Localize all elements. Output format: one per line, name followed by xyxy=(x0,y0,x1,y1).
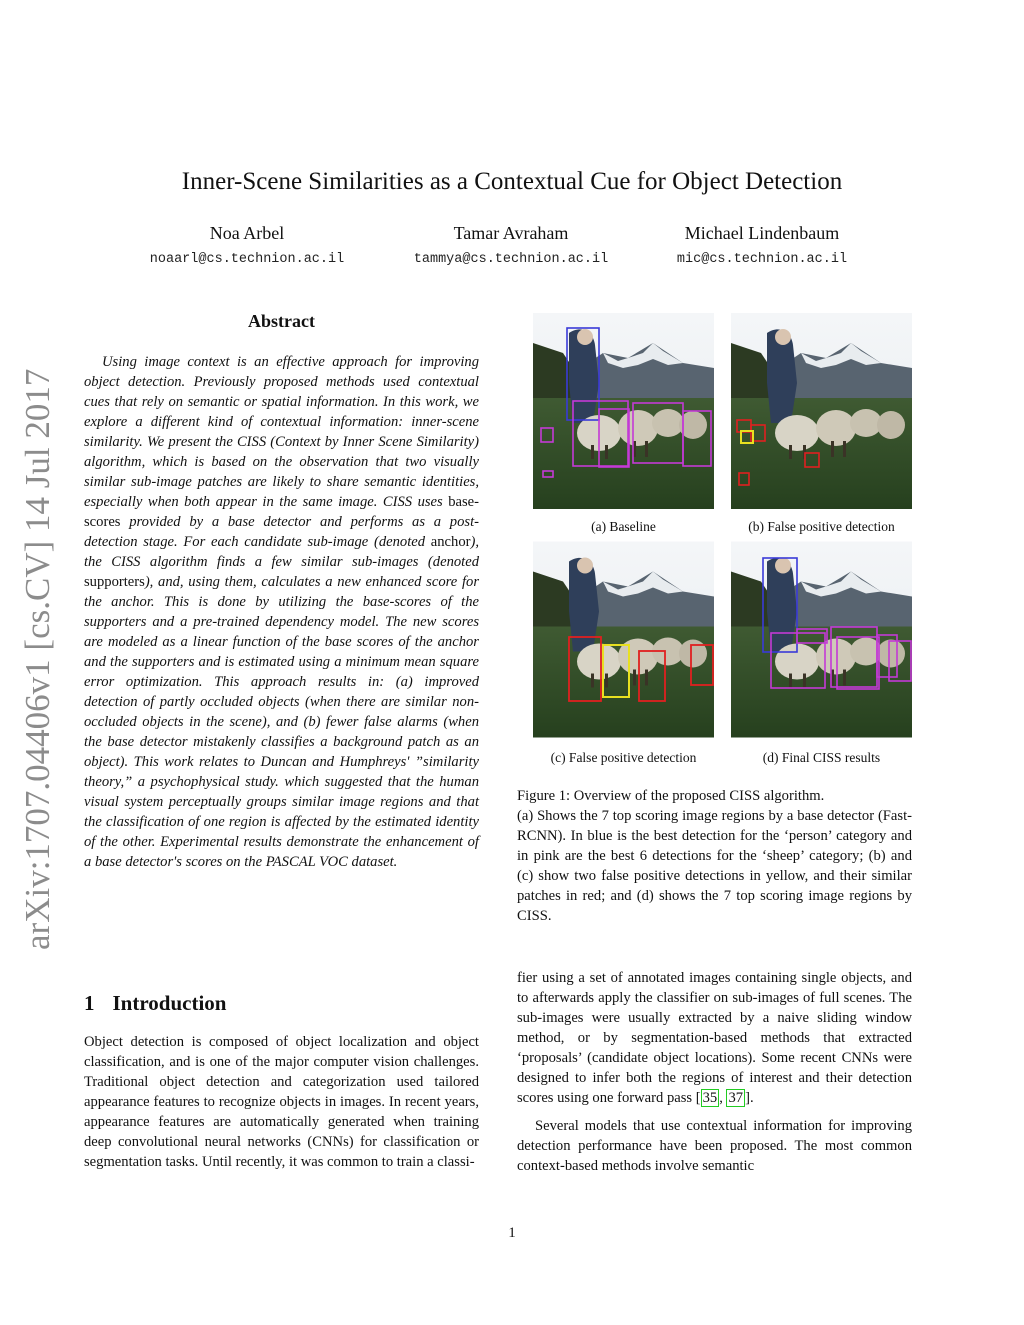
section-heading xyxy=(84,990,226,1016)
figure-panel-final-ciss xyxy=(731,541,912,738)
figure-caption-body: (a) Shows the 7 top scoring image regions by a base detector (Fast-RCNN). In blue is the best detection for the ‘person’ category and in pink are the best 6 detections for the ‘sheep’ category; (b) and (c) show two false positive detections in yellow, and their similar patches in red; and (d) shows the 7 top scoring image regions by CISS. xyxy=(517,808,912,924)
section-title: Introduction xyxy=(112,991,227,1015)
figure-caption xyxy=(517,786,912,926)
paragraph-text: ]. xyxy=(745,1090,754,1106)
paper-title: Inner-Scene Similarities as a Contextual Cue for Object Detection xyxy=(181,168,843,195)
subcaption: (c) False positive detection xyxy=(550,750,697,765)
subcaption: (d) Final CISS results xyxy=(762,750,881,765)
abstract-term: supporters xyxy=(84,574,145,590)
author-name: Tamar Avraham xyxy=(453,223,569,243)
figure-panel-baseline xyxy=(533,313,714,509)
figure-caption-title: Figure 1: Overview of the proposed CISS algorithm. xyxy=(517,788,825,804)
citation-link[interactable]: 35 xyxy=(702,1090,718,1106)
abstract-text: ), and, using them, calculates a new enhanced score for the anchor. This is done by utilizing the base-scores of the supporters and a pre-trained dependency model. The new scores are modeled as a linear function of the base scores of the anchor and the supporters and is estimated using a minimum mean square error optimization. This approach results in: (a) improved detection of partly occluded objects (when there are similar non-occluded objects in the scene), and (b) fewer false alarms (when the base detector mistakenly classifies a background patch as an object). This work relates to Duncan and Humphreys' ”similarity theory,” a psychophysical study. which suggested that the human visual system perceptually groups similar image regions and that the classification of one region is affected by the estimated identity of the other. Experimental results demonstrate the enhancement of a base detector's scores on the PASCAL VOC dataset. xyxy=(84,574,479,870)
subcaption: (b) False positive detection xyxy=(748,519,895,534)
citation-link[interactable]: 37 xyxy=(728,1090,744,1106)
abstract-term: base-scores xyxy=(84,494,479,530)
abstract-body xyxy=(84,352,479,872)
section-number: 1 xyxy=(84,991,95,1015)
scene-image xyxy=(533,541,714,738)
author-block xyxy=(612,222,912,270)
author-email: mic@cs.technion.ac.il xyxy=(676,252,848,267)
arxiv-stamp: arXiv:1707.04406v1 [cs.CV] 14 Jul 2017 xyxy=(18,368,57,950)
scene-image xyxy=(731,541,912,738)
author-email: noaarl@cs.technion.ac.il xyxy=(149,252,345,267)
author-name: Michael Lindenbaum xyxy=(684,223,840,243)
scene-image xyxy=(731,313,912,509)
subcaption: (a) Baseline xyxy=(591,519,656,534)
figure-panel-false-positive-b xyxy=(731,313,912,509)
abstract-heading: Abstract xyxy=(248,311,315,331)
figure-panel-false-positive-c xyxy=(533,541,714,738)
scene-image xyxy=(533,313,714,509)
abstract-text: ), the CISS algorithm finds a few similar sub-images (denoted xyxy=(84,534,479,570)
abstract-text: Using image context is an effective approach for improving object detection. Previously proposed methods used contextual cues that rely on semantic or spatial information. In this work, we explore a different kind of contextual information: inner-scene similarity. We present the CISS (Context by Inner Scene Similarity) algorithm, which is based on the observation that two visually similar sub-image patches are likely to share semantic identities, especially when both appear in the same image. CISS uses xyxy=(84,354,479,510)
intro-paragraph: Several models that use contextual information for improving detection performance have been proposed. The most common context-based methods involve semantic xyxy=(517,1118,912,1174)
intro-paragraph xyxy=(517,968,912,1108)
intro-right-column xyxy=(517,968,912,1176)
abstract-text: provided by a base detector and performs as a post-detection stage. For each candidate sub-image (denoted xyxy=(84,514,479,550)
intro-paragraph: Object detection is composed of object localization and object classification, and is one of the major computer vision challenges. Traditional object detection and categorization used tailored appearance features to recognize objects in images. In recent years, appearance features are automatically generated when training deep convolutional neural networks (CNNs) for classification or segmentation tasks. Until recently, it was common to train a classi- xyxy=(84,1034,479,1170)
author-email: tammya@cs.technion.ac.il xyxy=(413,252,609,267)
author-block xyxy=(97,222,397,270)
citation-separator: , xyxy=(719,1090,727,1106)
paragraph-text: fier using a set of annotated images containing single objects, and to afterwards apply the classifier on sub-images of full scenes. The sub-images were usually extracted by a naive sliding window method, or by segmentation-based methods that extracted ‘proposals’ (candidate object locations). Some recent CNNs were designed to infer both the regions of interest and their detection scores using one forward pass [ xyxy=(517,970,912,1106)
author-name: Noa Arbel xyxy=(209,223,285,243)
page-number: 1 xyxy=(508,1225,516,1241)
abstract-term: anchor xyxy=(430,534,471,550)
